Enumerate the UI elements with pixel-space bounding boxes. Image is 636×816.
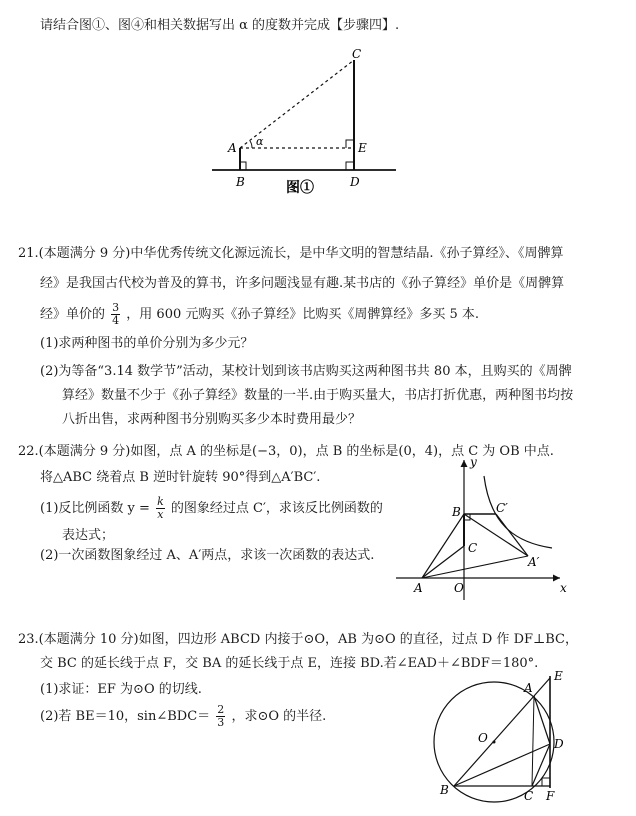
q21-line3-pre: 经》单价的 xyxy=(40,307,106,322)
label-o: O xyxy=(478,731,488,745)
q23-part2 xyxy=(40,704,326,729)
q23-frac-num: 2 xyxy=(217,703,225,716)
intro-line: 请结合图①、图④和相关数据写出 α 的度数并完成【步骤四】. xyxy=(40,18,400,33)
seg-ad xyxy=(534,696,550,744)
label-c: C xyxy=(352,47,362,61)
q22-part2: (2)一次函数图象经过 A、A′两点，求该一次函数的表达式. xyxy=(40,548,375,563)
q21-line3-post: ，用 600 元购买《孙子算经》比购买《周髀算经》多买 5 本. xyxy=(126,307,480,322)
right-angle-mark-e xyxy=(346,140,354,148)
q21-fraction xyxy=(111,302,120,327)
q23-part2-post: ，求⊙O 的半径. xyxy=(231,709,327,724)
q22-line1: 22.(本题满分 9 分)如图，点 A 的坐标是(−3，0)，点 B 的坐标是(0，4)，点 C 为 OB 中点. xyxy=(18,444,554,459)
q22-graph xyxy=(392,452,570,604)
label-e: E xyxy=(554,669,563,683)
q23-frac-den: 3 xyxy=(217,716,225,729)
label-b: B xyxy=(236,175,245,189)
label-f: F xyxy=(546,789,555,803)
q22-part1 xyxy=(40,496,383,521)
right-angle-f xyxy=(542,778,550,786)
q22-part1-post: 的图象经过点 C′，求该反比例函数的 xyxy=(170,501,383,516)
label-a: A xyxy=(228,141,237,155)
q23-part1: (1)求证：EF 为⊙O 的切线. xyxy=(40,682,202,697)
q22-line2: 将△ABC 绕着点 B 逆时针旋转 90°得到△A′BC′. xyxy=(40,470,321,485)
label-d: D xyxy=(350,175,360,189)
q21-line1: 21.(本题满分 9 分)中华优秀传统文化源远流长，是中华文明的智慧结晶.《孙子算经》、《周髀算 xyxy=(18,246,564,261)
figure-1 xyxy=(200,44,400,204)
label-b: B xyxy=(452,505,461,519)
label-b: B xyxy=(440,783,449,797)
q21-part2-l1: (2)为等备“3.14 数学节”活动，某校计划到该书店购买这两种图书共 80 本，且购买的《周髀 xyxy=(40,364,572,379)
label-c: C xyxy=(468,541,478,555)
q21-part2-l2: 算经》数量不少于《孙子算经》数量的一半.由于购买量大，书店打折优惠，两种图书均按 xyxy=(62,388,574,403)
q21-part1: (1)求两种图书的单价分别为多少元？ xyxy=(40,336,254,351)
label-alpha: α xyxy=(256,135,264,148)
label-x: x xyxy=(560,581,567,595)
label-a: A xyxy=(524,681,533,695)
alpha-arc xyxy=(250,141,252,148)
label-c: C xyxy=(524,789,534,803)
label-d: D xyxy=(554,737,564,751)
label-a: A xyxy=(414,581,423,595)
q21-frac-den: 4 xyxy=(112,314,120,327)
q23-line2: 交 BC 的延长线于点 F，交 BA 的延长线于点 E，连接 BD.若∠EAD＋∠BDF＝180°. xyxy=(40,656,539,671)
q22-part1-pre: (1)反比例函数 y = xyxy=(40,501,150,516)
label-o: O xyxy=(454,581,464,595)
q22-frac-den: x xyxy=(157,508,164,521)
seg-ab xyxy=(422,514,464,578)
seg-ac xyxy=(532,696,534,786)
label-a-prime: A′ xyxy=(528,555,540,569)
q21-line3 xyxy=(40,302,479,327)
q22-part1-l2: 表达式； xyxy=(62,528,115,543)
center-o xyxy=(493,741,496,744)
right-angle-mark-d xyxy=(346,162,354,170)
q23-part2-pre: (2)若 BE＝10，sin∠BDC＝ xyxy=(40,709,211,724)
q21-line2: 经》是我国古代校为普及的算书，许多问题浅显有趣.某书店的《孙子算经》单价是《周髀算 xyxy=(40,276,565,291)
q22-frac-num: k xyxy=(157,495,164,508)
seg-a-a-prime xyxy=(422,556,528,578)
seg-c-prime-a-prime xyxy=(496,514,528,556)
seg-bd xyxy=(454,744,550,786)
figure-1-caption: 图① xyxy=(286,180,314,196)
q23-fraction xyxy=(216,704,225,729)
label-y: y xyxy=(470,455,477,469)
q21-frac-num: 3 xyxy=(112,301,120,314)
q23-line1: 23.(本题满分 10 分)如图，四边形 ABCD 内接于⊙O，AB 为⊙O 的直径，过点 D 作 DF⊥BC， xyxy=(18,632,578,647)
hyperbola xyxy=(484,476,552,548)
q22-fraction xyxy=(156,496,165,521)
q23-figure xyxy=(424,664,574,812)
label-e: E xyxy=(358,141,367,155)
seg-ae xyxy=(534,678,550,696)
label-c-prime: C′ xyxy=(496,501,508,515)
q21-part2-l3: 八折出售，求两种图书分别购买多少本时费用最少？ xyxy=(62,412,362,427)
